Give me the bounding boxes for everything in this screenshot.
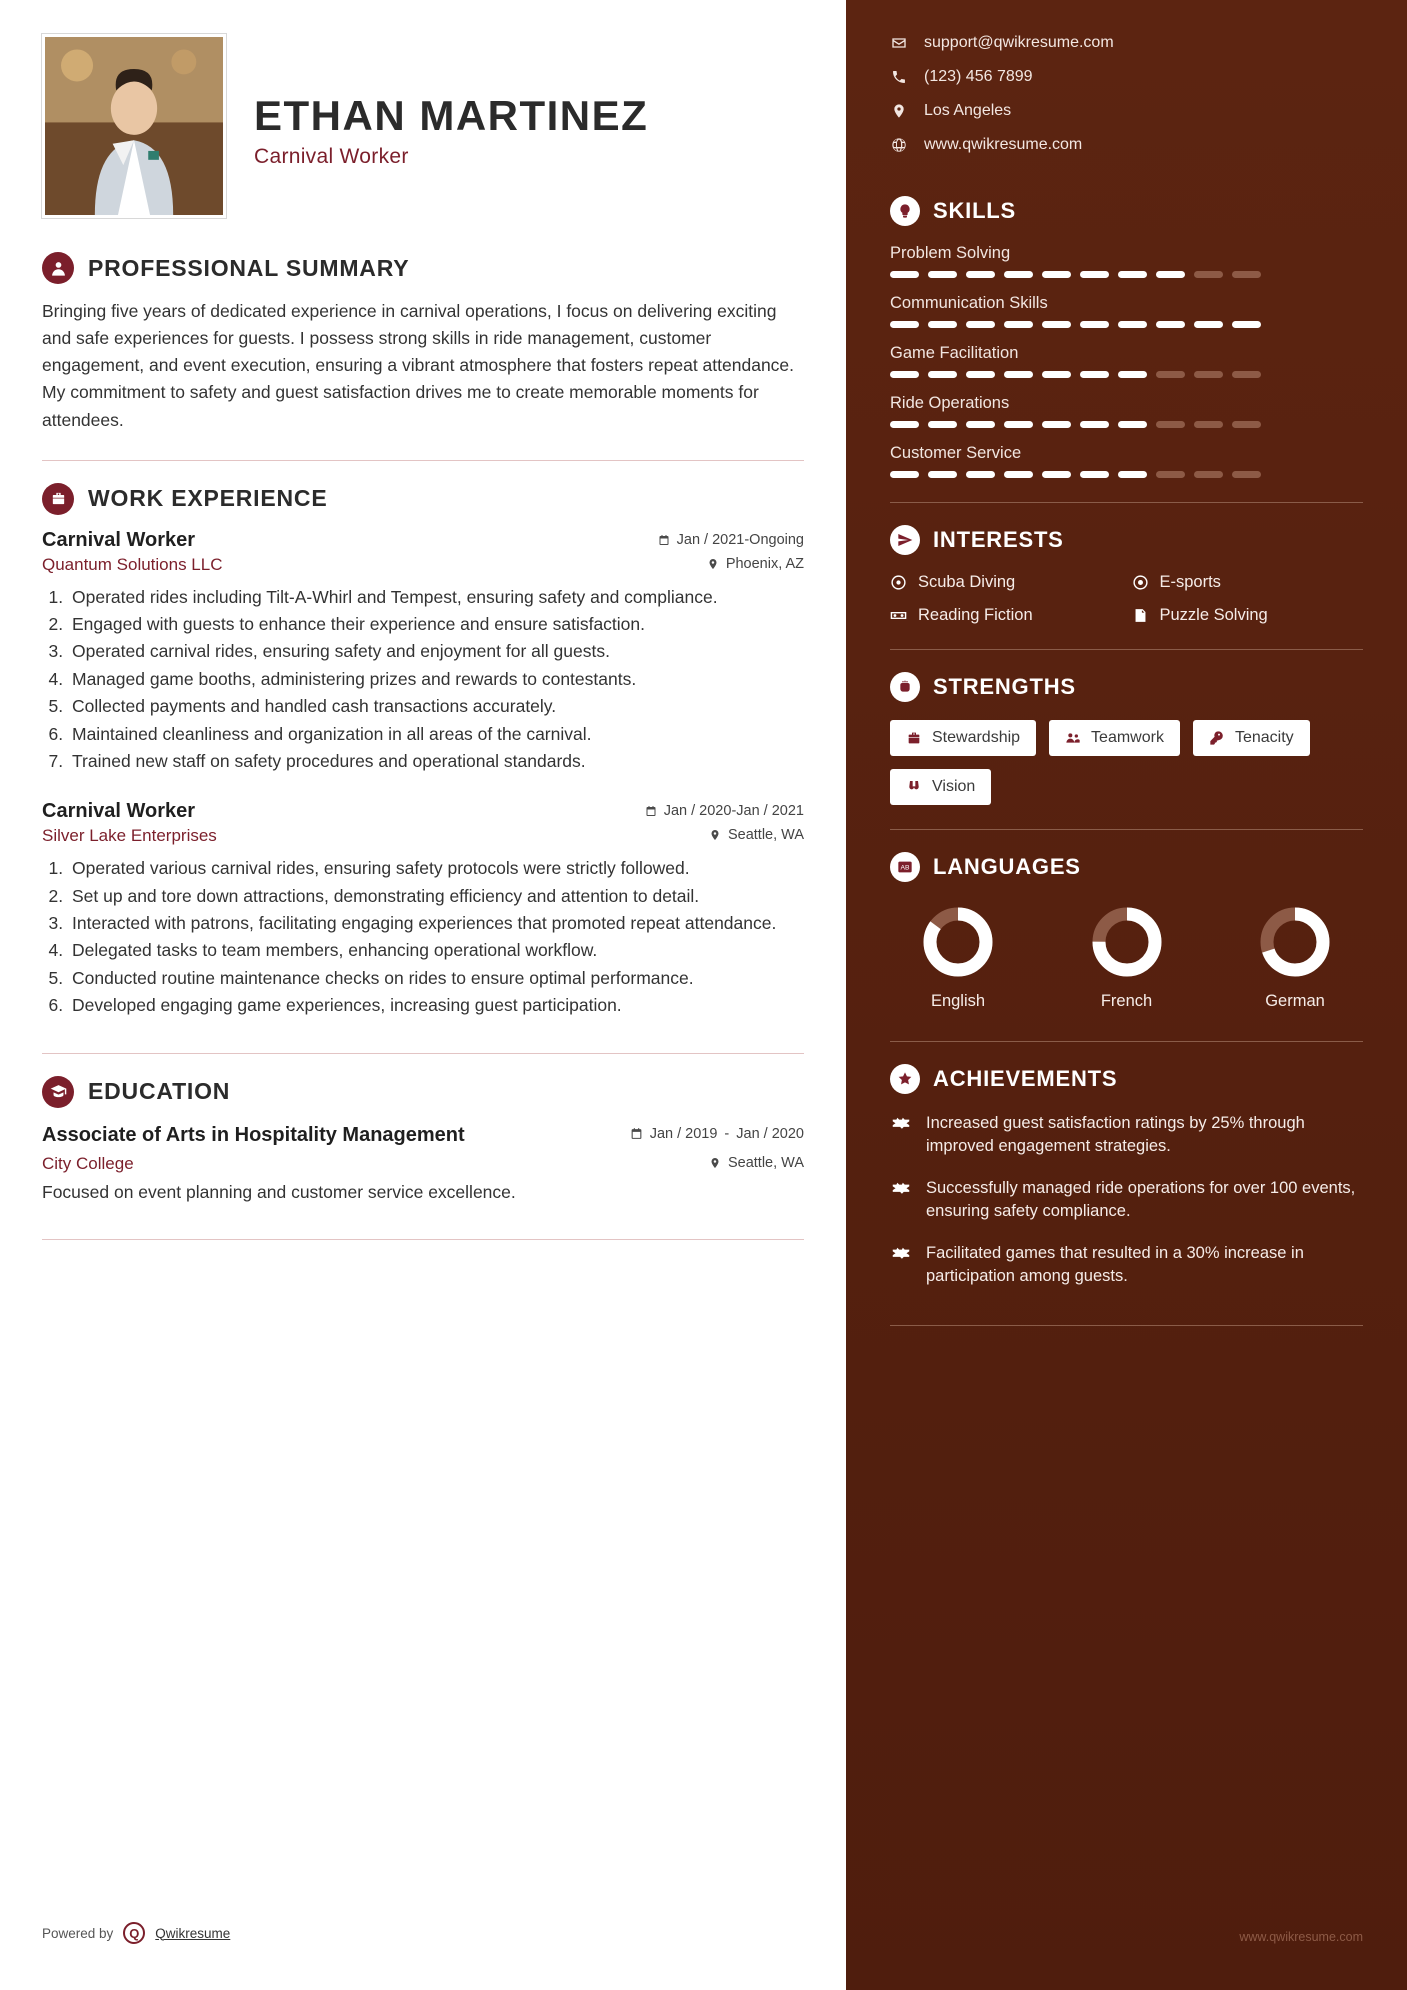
puzzle-icon [1132,607,1149,624]
qwikresume-link[interactable]: Qwikresume [155,1925,231,1941]
skill-item [890,244,1363,278]
skills-title: SKILLS [933,198,1017,223]
profile-photo [45,37,223,215]
work-entry-top [42,800,804,823]
strength-item [890,769,991,805]
footer-branding [42,1922,230,1944]
name-block [254,83,648,169]
summary-section-header [42,252,804,284]
skill-rating [890,471,1363,478]
list-item: 1. Operated various carnival rides, ensuring safety protocols were strictly followed. [68,856,804,881]
page-title: ETHAN MARTINEZ [254,91,649,139]
skill-rating [890,321,1363,328]
esports-icon [1132,574,1149,591]
list-item: 6. Developed engaging game experiences, increasing guest participation. [68,993,804,1018]
list-item: 4. Managed game booths, administering prizes and rewards to contestants. [68,667,804,692]
people-icon [1065,730,1081,746]
education-date-start: Jan / 2019 [649,1125,718,1142]
languages-title: LANGUAGES [933,854,1081,879]
calendar-icon [658,534,670,546]
pin-icon [709,1157,721,1169]
contact-website-text: www.qwikresume.com [924,136,1083,153]
strength-label: Tenacity [1234,729,1294,746]
work-title: WORK EXPERIENCE [88,485,328,512]
work-company: Quantum Solutions LLC [42,554,223,574]
language-item [1067,904,1187,1011]
work-dates [658,532,804,548]
skill-rating [890,371,1363,378]
divider [890,649,1363,650]
interest-label: E-sports [1159,573,1221,591]
language-label: German [1265,992,1325,1010]
lightbulb-icon [890,196,920,226]
list-item: 5. Collected payments and handled cash transactions accurately. [68,694,804,719]
calendar-icon [630,1127,643,1140]
education-description: Focused on event planning and customer service excellence. [42,1181,516,1202]
powered-by-label: Powered by [42,1925,114,1941]
achievement-item [890,1242,1363,1289]
email-icon [890,35,908,51]
education-title: EDUCATION [88,1078,231,1104]
contact-email-text: support@qwikresume.com [924,34,1114,51]
globe-icon [890,137,908,153]
work-dates-text: Jan / 2021-Ongoing [676,531,804,548]
avatar [42,34,226,218]
work-location [707,556,804,572]
strengths-title: STRENGTHS [933,674,1076,699]
contact-list [890,34,1363,154]
skill-label: Game Facilitation [890,344,1019,362]
briefcase-icon [42,483,74,515]
star-badge-icon [890,1064,920,1094]
divider [42,460,804,461]
strength-label: Teamwork [1091,729,1164,746]
skill-label: Communication Skills [890,294,1048,312]
list-item: 4. Delegated tasks to team members, enhancing operational workflow. [68,938,804,963]
interest-label: Reading Fiction [918,606,1033,624]
strengths-list [890,720,1363,805]
language-item [1235,904,1355,1011]
key-icon [1209,730,1225,746]
list-item: 3. Operated carnival rides, ensuring safety and enjoyment for all guests. [68,639,804,664]
skill-label: Customer Service [890,444,1022,462]
education-school: City College [42,1153,134,1173]
education-dates [630,1122,804,1142]
contact-email[interactable] [890,34,1363,52]
language-progress-ring [920,904,996,980]
location-icon [890,103,908,119]
trophy-star-icon [890,1242,912,1289]
achievements-list [890,1112,1363,1289]
strength-item [890,720,1036,756]
summary-title: PROFESSIONAL SUMMARY [88,254,410,281]
user-icon [42,252,74,284]
date-separator: - [724,1125,730,1142]
skill-item [890,294,1363,328]
contact-location-text: Los Angeles [924,102,1012,119]
resume-header [42,34,804,218]
skill-label: Problem Solving [890,244,1011,262]
work-dates-text: Jan / 2020-Jan / 2021 [663,803,804,820]
list-item: 2. Engaged with guests to enhance their experience and ensure satisfaction. [68,612,804,637]
list-item: 1. Operated rides including Tilt-A-Whirl and Tempest, ensuring safety and compliance. [68,585,804,610]
education-entry-top [42,1122,804,1148]
divider [890,502,1363,503]
strength-label: Stewardship [932,729,1021,746]
work-entry-sub [42,555,804,575]
strength-label: Vision [932,778,976,795]
education-degree: Associate of Arts in Hospitality Management [42,1123,465,1146]
contact-phone[interactable] [890,68,1363,86]
trophy-star-icon [890,1112,912,1159]
work-job-title: Carnival Worker [42,800,196,823]
reading-icon [890,607,907,624]
trophy-star-icon [890,1177,912,1224]
job-role: Carnival Worker [254,145,409,169]
graduation-cap-icon [42,1076,74,1108]
work-location-text: Phoenix, AZ [725,555,804,572]
strengths-section-header [890,672,1363,702]
language-item [898,904,1018,1011]
contact-phone-text: (123) 456 7899 [924,68,1033,85]
languages-section-header [890,852,1363,882]
list-item: 6. Maintained cleanliness and organization in all areas of the carnival. [68,722,804,747]
scuba-icon [890,574,907,591]
pin-icon [709,829,721,841]
work-section-header [42,483,804,515]
work-bullets [68,856,804,1018]
binoculars-icon [906,779,922,795]
strength-item [1193,720,1310,756]
paper-plane-icon [890,525,920,555]
skill-rating [890,271,1363,278]
pin-icon [707,558,719,570]
interest-item [890,573,1122,592]
skill-item [890,344,1363,378]
interest-item [1132,573,1364,592]
skills-section-header [890,196,1363,226]
work-company: Silver Lake Enterprises [42,826,217,846]
achievements-section-header [890,1064,1363,1094]
work-location [709,827,804,843]
qwikresume-logo-icon: Q [123,1922,145,1944]
work-dates [645,803,804,819]
achievement-text: Successfully managed ride operations for over 100 events, ensuring safety compliance. [926,1178,1356,1221]
languages-list [890,900,1363,1011]
work-job-title: Carnival Worker [42,528,196,551]
divider [42,1053,804,1054]
skill-rating [890,421,1363,428]
briefcase-icon [906,730,922,746]
list-item: 2. Set up and tore down attractions, demonstrating efficiency and attention to detail. [68,884,804,909]
list-item: 3. Interacted with patrons, facilitating engaging experiences that promoted repeat attendance. [68,911,804,936]
achievement-text: Increased guest satisfaction ratings by 25% through improved engagement strategies. [926,1114,1305,1156]
work-entry [42,800,804,1018]
skills-list [890,244,1363,478]
language-label: French [1100,992,1153,1010]
work-location-text: Seattle, WA [727,827,804,844]
work-entry-sub [42,826,804,846]
education-date-end: Jan / 2020 [736,1125,804,1142]
strength-item [1049,720,1180,756]
work-bullets [68,585,804,775]
language-label: English [930,992,986,1010]
divider [890,1325,1363,1326]
work-entry-top [42,529,804,552]
sidebar-footer-url: www.qwikresume.com [1239,1930,1363,1944]
summary-text: Bringing five years of dedicated experience in carnival operations, I focus on delivering exciting and safe experiences for guests. I possess strong skills in ride management, customer engagement, and event execution, ensuring a vibrant atmosphere that fosters repeat attendance. My commitment to safety and guest satisfaction drives me to create memorable moments for attendees. [42,301,795,430]
interest-item [1132,606,1364,625]
education-location [709,1155,804,1171]
skill-item [890,444,1363,478]
interests-list [890,573,1363,625]
calendar-icon [645,805,657,817]
interest-label: Scuba Diving [918,573,1016,591]
sidebar [846,0,1407,1990]
interests-title: INTERESTS [933,527,1064,552]
skill-item [890,394,1363,428]
fist-icon [890,672,920,702]
achievements-title: ACHIEVEMENTS [933,1066,1118,1091]
contact-location [890,102,1363,120]
skill-label: Ride Operations [890,394,1010,412]
language-progress-ring [1257,904,1333,980]
svg-text:AB: AB [900,864,910,872]
education-location-text: Seattle, WA [727,1154,804,1171]
interest-item [890,606,1122,625]
achievement-item [890,1112,1363,1159]
interest-label: Puzzle Solving [1159,606,1268,624]
contact-website[interactable] [890,136,1363,154]
achievement-text: Facilitated games that resulted in a 30% increase in participation among guests. [926,1243,1304,1286]
divider [890,829,1363,830]
interests-section-header [890,525,1363,555]
language-progress-ring [1089,904,1165,980]
translate-icon [890,852,920,882]
divider [42,1239,804,1240]
list-item: 7. Trained new staff on safety procedures and operational standards. [68,749,804,774]
work-entry [42,529,804,775]
divider [890,1041,1363,1042]
education-entry-sub [42,1154,804,1174]
education-section-header [42,1076,804,1108]
list-item: 5. Conducted routine maintenance checks on rides to ensure optimal performance. [68,966,804,991]
achievement-item [890,1177,1363,1224]
phone-icon [890,69,908,85]
